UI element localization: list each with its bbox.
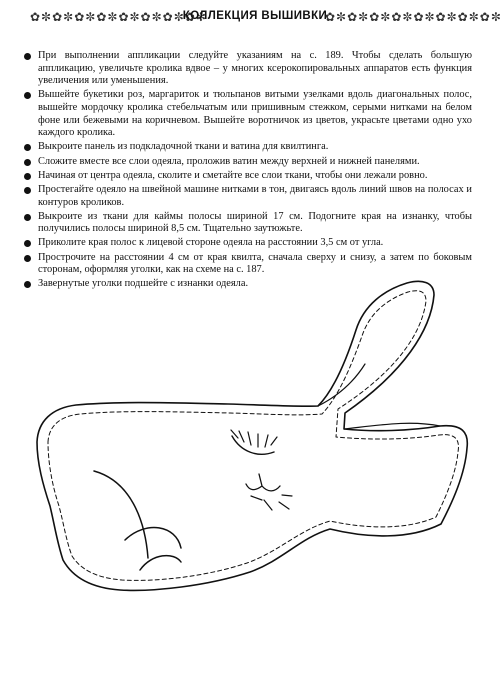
bunny-outline [37,281,467,590]
instruction-text: Вышейте букетики роз, маргариток и тюльпанов витыми узелками вдоль диагональных полос, вышейте мордочку кролика стебельчатым или пришивным стежком, серыми нитками на белом фоне или бежевыми на коричневом. Вышейте воротничок из цветов, украсьте цветами одно ухо каждого кролика. [38,89,472,139]
instruction-text: Выкроите из ткани для каймы полосы шириной 17 см. Подогните края на изнанку, чтобы получились полосы шириной 8,5 см. Тщательно заутюжьте. [38,210,472,235]
page-title: КОЛЛЕКЦИЯ ВЫШИВКИ [182,10,328,22]
cheek-curve [94,471,148,558]
instruction-text: Приколите края полос к лицевой стороне одеяла на расстоянии 3,5 см от угла. [38,237,384,249]
instruction-text: Завернутые уголки подшейте с изнанки одеяла. [38,278,249,290]
mouth-icon [246,474,280,491]
header-ornament-right: ✿✼✿✼✿✼✿✼✿✼✿✼✿✼✿✼ [325,10,502,24]
cheek-curve [125,528,181,548]
instruction-text: Простегайте одеяло на швейной машине нитками в тон, двигаясь вдоль линий швов на полосах и контуров кроликов. [38,183,472,208]
header-ornament-left: ✿✼✿✼✿✼✿✼✿✼✿✼✿✼✿✼ [30,10,207,24]
cheek-curve [140,556,181,570]
instruction-text: Прострочите на расстоянии 4 см от края квилта, сначала сверху и снизу, а затем по боковым сторонам, оформляя уголки, как на схеме на с. 187. [38,251,472,276]
instruction-text: Сложите вместе все слои одеяла, проложив ватин между верхней и нижней панелями. [38,155,420,167]
bunny-stitch-line [48,291,458,581]
eye-icon [232,436,274,454]
whisker-icon [251,495,292,510]
instruction-text: При выполнении аппликации следуйте указаниям на с. 189. Чтобы сделать большую аппликацию, увеличьте кролика вдвое – у многих ксерокопировальных аппаратов есть функция увеличения или уменьшения. [38,50,472,87]
instruction-text: Выкроите панель из подкладочной ткани и ватина для квилтинга. [38,141,329,153]
instruction-text: Начиная от центра одеяла, сколите и сметайте все слои ткани, чтобы они лежали ровно. [38,169,428,181]
